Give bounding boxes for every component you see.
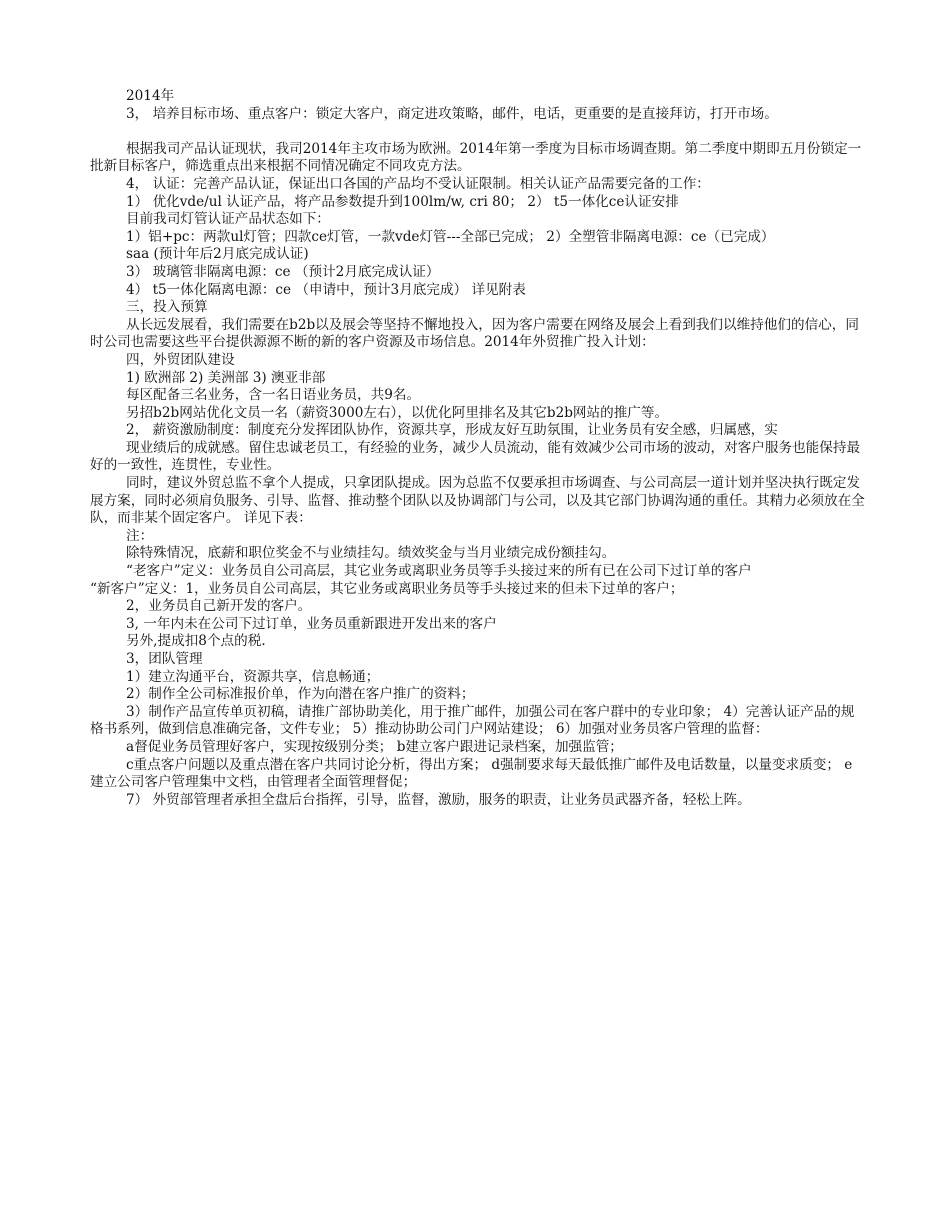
paragraph: 4） t5一体化隔离电源：ce （申请中，预计3月底完成） 详见附表 xyxy=(126,281,526,298)
paragraph: 1）铝+pc：两款ul灯管；四款ce灯管，一款vde灯管---全部已完成； 2）全塑管非隔离电源：ce（已完成） xyxy=(126,228,775,245)
paragraph: 3） 玻璃管非隔离电源：ce （预计2月底完成认证） xyxy=(126,263,440,280)
paragraph: 2， 薪资激励制度：制度充分发挥团队协作，资源共享，形成友好互助氛围，让业务员有安全感，归属感，实 xyxy=(126,422,778,439)
paragraph: 3, 一年内未在公司下过订单，业务员重新跟进开发出来的客户 xyxy=(126,615,497,632)
document-page xyxy=(90,88,865,809)
paragraph: 另外,提成扣8个点的税. xyxy=(126,633,266,650)
paragraph: 4， 认证：完善产品认证，保证出口各国的产品均不受认证限制。相关认证产品需要完备的工作： xyxy=(126,175,710,192)
paragraph: “新客户”定义：1，业务员自公司高层，其它业务或离职业务员等手头接过来的但未下过单的客户； xyxy=(90,580,684,597)
paragraph: 三，投入预算 xyxy=(126,299,208,316)
paragraph: saa (预计年后2月底完成认证) xyxy=(126,246,309,263)
paragraph: 3，团队管理 xyxy=(126,651,203,667)
paragraph: 现业绩后的成就感。留住忠诚老员工，有经验的业务，减少人员流动，能有效减少公司市场的波动，对客户服务也能保持最好的一致性，连贯性，专业性。 xyxy=(90,439,861,474)
paragraph: 1）建立沟通平台，资源共享，信息畅通； xyxy=(126,668,380,685)
paragraph: 同时，建议外贸总监不拿个人提成，只拿团队提成。因为总监不仅要承担市场调查、与公司高层一道计划并坚决执行既定发展方案，同时必须肩负服务、引导、监督、推动整个团队以及协调部门与公司，以及其它部门协调沟通的重任。其精力必须放在全队，而非某个固定客户。 详见下表： xyxy=(90,475,865,527)
paragraph: 四，外贸团队建设 xyxy=(126,351,235,368)
paragraph: 2）制作全公司标准报价单，作为向潜在客户推广的资料； xyxy=(126,686,475,703)
paragraph: 另招b2b网站优化文员一名（薪资3000左右），以优化阿里排名及其它b2b网站的推广等。 xyxy=(126,404,669,421)
blank-line xyxy=(90,123,865,141)
paragraph: c重点客户问题以及重点潜在客户共同讨论分析，得出方案； d强制要求每天最低推广邮件及电话数量，以量变求质变； e建立公司客户管理集中文档，由管理者全面管理督促； xyxy=(90,756,853,791)
paragraph: 除特殊情况，底薪和职位奖金不与业绩挂勾。绩效奖金与当月业绩完成份额挂勾。 xyxy=(126,545,616,562)
paragraph: 2，业务员自己新开发的客户。 xyxy=(126,598,312,615)
paragraph: 注： xyxy=(126,527,154,544)
paragraph: “老客户”定义：业务员自公司高层，其它业务或离职业务员等手头接过来的所有已在公司下过订单的客户 xyxy=(126,563,752,580)
paragraph: 目前我司灯管认证产品状态如下： xyxy=(126,211,330,228)
paragraph: 从长远发展看，我们需要在b2b以及展会等坚持不懈地投入，因为客户需要在网络及展会上看到我们以维持他们的信心，同时公司也需要这些平台提供源源不断的新的客户资源及市场信息。2014年外贸推广投入计划： xyxy=(90,316,859,351)
paragraph: 每区配备三名业务，含一名日语业务员，共9名。 xyxy=(126,387,421,404)
paragraph: 3）制作产品宣传单页初稿，请推广部协助美化，用于推广邮件，加强公司在客户群中的专业印象； 4）完善认证产品的规格书系列，做到信息准确完备，文件专业； 5）推动协助公司门户网站建设； 6）加强对业务员客户管理的监督： xyxy=(90,703,855,738)
paragraph: 7） 外贸部管理者承担全盘后台指挥，引导，监督，激励，服务的职责，让业务员武器齐备，轻松上阵。 xyxy=(126,791,751,808)
paragraph: 3， 培养目标市场、重点客户：锁定大客户，商定进攻策略，邮件，电话，更重要的是直接拜访，打开市场。 xyxy=(126,105,778,122)
paragraph: 1） 优化vde/ul 认证产品，将产品参数提升到100lm/w, cri 80； 2） t5一体化ce认证安排 xyxy=(126,193,679,210)
paragraph: a督促业务员管理好客户，实现按级别分类； b建立客户跟进记录档案，加强监管； xyxy=(126,738,623,755)
paragraph: 根据我司产品认证现状，我司2014年主攻市场为欧洲。2014年第一季度为目标市场调查期。第二季度中期即五月份锁定一批新目标客户，筛选重点出来根据不同情况确定不同攻克方法。 xyxy=(90,140,862,175)
paragraph: 1) 欧洲部 2) 美洲部 3) 澳亚非部 xyxy=(126,369,326,386)
paragraph: 2014年 xyxy=(126,88,175,104)
